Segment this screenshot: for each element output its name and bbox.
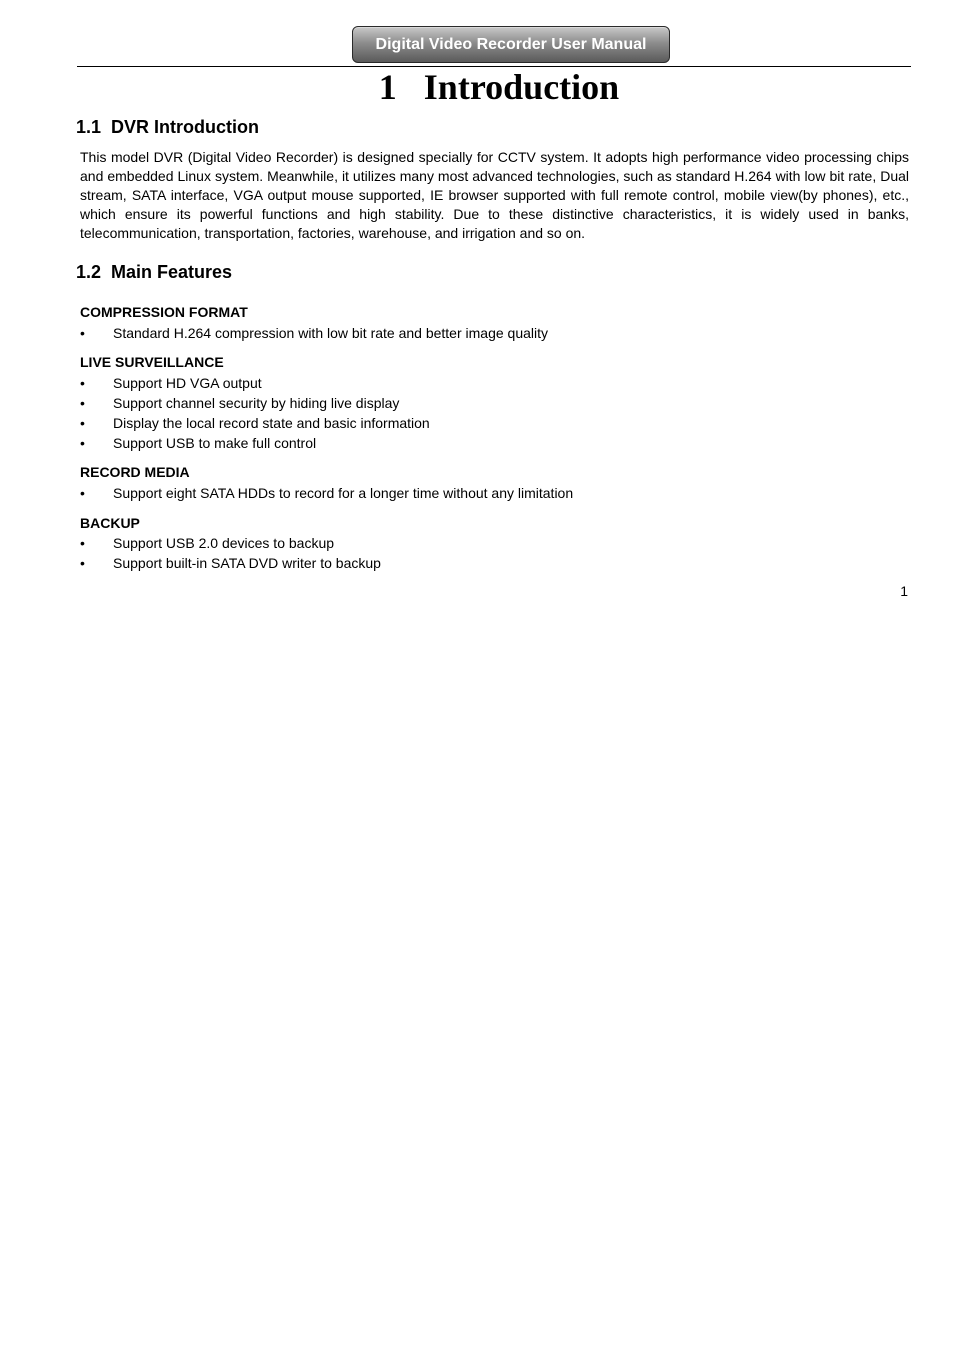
- feature-group-title-compression-format: COMPRESSION FORMAT: [80, 304, 248, 320]
- list-item: [80, 393, 909, 413]
- list-item-text: Standard H.264 compression with low bit rate and better image quality: [113, 325, 549, 341]
- bullet-icon: •: [80, 325, 85, 341]
- bullet-icon: •: [80, 395, 85, 411]
- bullet-icon: •: [80, 375, 85, 391]
- bullet-icon: •: [80, 435, 85, 451]
- list-item-text: Support USB to make full control: [113, 435, 317, 451]
- section-heading-main-features: 1.2 Main Features: [76, 262, 233, 282]
- bullet-icon: •: [80, 485, 85, 501]
- list-item-text: Support built-in SATA DVD writer to backup: [113, 555, 381, 571]
- intro-paragraph: This model DVR (Digital Video Recorder) is designed specially for CCTV system. It adopts high performance video processing chips and embedded Linux system. Meanwhile, it utilizes many most advanced technologies, such as standard H.264 with low bit rate, Dual stream, SATA interface, VGA output mouse supported, IE browser supported with full remote control, mobile view(by phones), etc., which ensure its powerful functions and high stability. Due to these distinctive characteristics, it is widely used in banks, telecommunication, transportation, factories, warehouse, and irrigation and so on.: [80, 149, 909, 241]
- page-number: 1: [900, 583, 908, 599]
- list-item: [80, 553, 909, 573]
- feature-group-title-live-surveillance: LIVE SURVEILLANCE: [80, 354, 224, 370]
- chapter-title: 1 Introduction: [378, 67, 620, 107]
- list-item-text: Support USB 2.0 devices to backup: [113, 535, 335, 551]
- list-item-text: Display the local record state and basic information: [113, 415, 430, 431]
- list-item-text: Support channel security by hiding live display: [113, 395, 400, 411]
- section-heading-dvr-introduction: 1.1 DVR Introduction: [76, 117, 260, 137]
- bullet-icon: •: [80, 535, 85, 551]
- list-item-text: Support eight SATA HDDs to record for a longer time without any limitation: [113, 485, 574, 501]
- list-item: [80, 373, 909, 393]
- list-item-text: Support HD VGA output: [113, 375, 262, 391]
- feature-group-title-record-media: RECORD MEDIA: [80, 464, 190, 480]
- list-item: [80, 323, 909, 343]
- list-item: [80, 413, 909, 433]
- manual-title-badge: Digital Video Recorder User Manual: [352, 26, 670, 63]
- bullet-icon: •: [80, 415, 85, 431]
- bullet-icon: •: [80, 555, 85, 571]
- feature-group-title-backup: BACKUP: [80, 515, 140, 531]
- list-item: [80, 483, 909, 503]
- list-item: [80, 533, 909, 553]
- list-item: [80, 433, 909, 453]
